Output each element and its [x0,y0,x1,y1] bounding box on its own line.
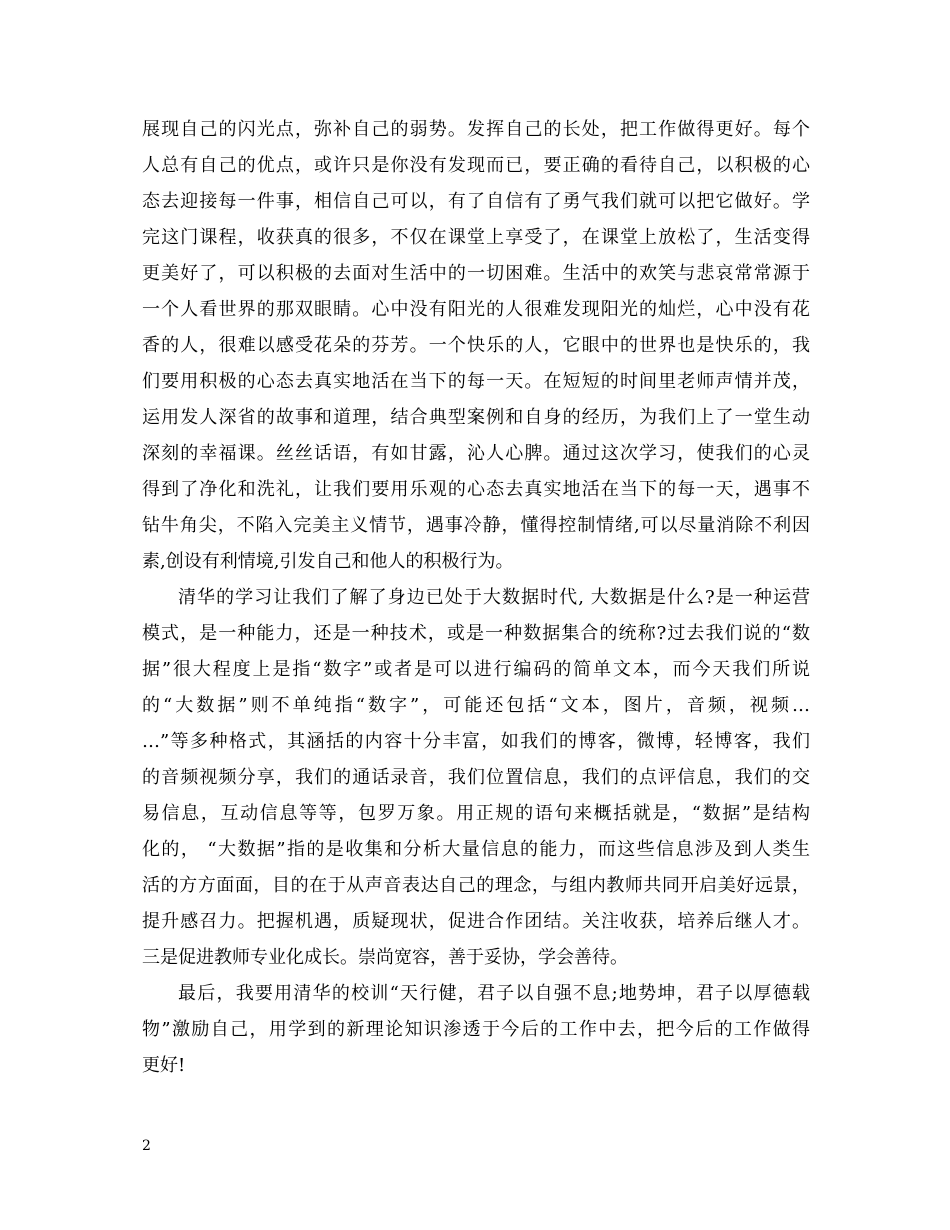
paragraph-3-line-2: 物”激励自己，用学到的新理论知识渗透于今后的工作中去，把今后的工作做得 [142,1019,810,1040]
paragraph-1-line-10: 深刻的幸福课。丝丝话语，有如甘露，沁人心脾。通过这次学习，使我们的心灵 [142,443,810,464]
paragraph-2-line-7: 易信息，互动信息等等，包罗万象。用正规的语句来概括就是，“数据”是结构 [142,803,810,824]
paragraph-2-line-9: 活的方方面面，目的在于从声音表达自己的理念，与组内教师共同开启美好远景， [142,875,810,896]
paragraph-2-line-11: 三是促进教师专业化成长。崇尚宽容，善于妥协，学会善待。 [142,947,628,968]
paragraph-1-line-2: 人总有自己的优点，或许只是你没有发现而已，要正确的看待自己，以积极的心 [142,155,810,176]
paragraph-2-line-1: 清华的学习让我们了解了身边已处于大数据时代, 大数据是什么?是一种运营 [178,587,810,608]
paragraph-1-line-6: 一个人看世界的那双眼睛。心中没有阳光的人很难发现阳光的灿烂，心中没有花 [142,299,810,320]
page-number: 2 [142,1138,151,1154]
paragraph-1-line-9: 运用发人深省的故事和道理，结合典型案例和自身的经历，为我们上了一堂生动 [142,407,810,428]
paragraph-2-line-8: 化的， “大数据”指的是收集和分析大量信息的能力，而这些信息涉及到人类生 [142,839,810,860]
paragraph-1-line-13: 素,创设有利情境,引发自己和他人的积极行为。 [142,551,514,572]
paragraph-2-line-2: 模式，是一种能力，还是一种技术，或是一种数据集合的统称?过去我们说的“数 [142,623,810,644]
paragraph-2-line-10: 提升感召力。把握机遇，质疑现状，促进合作团结。关注收获，培养后继人才。 [142,911,810,932]
paragraph-3-line-1: 最后，我要用清华的校训“天行健，君子以自强不息;地势坤，君子以厚德载 [178,983,810,1004]
paragraph-1-line-5: 更美好了，可以积极的去面对生活中的一切困难。生活中的欢笑与悲哀常常源于 [142,263,810,284]
paragraph-2-line-4: 的“大数据”则不单纯指“数字”，可能还包括“文本，图片，音频，视频… [142,695,810,716]
paragraph-3-line-3: 更好! [142,1055,186,1076]
paragraph-1-line-4: 完这门课程，收获真的很多，不仅在课堂上享受了，在课堂上放松了，生活变得 [142,227,810,248]
paragraph-1-line-8: 们要用积极的心态去真实地活在当下的每一天。在短短的时间里老师声情并茂， [142,371,810,392]
paragraph-1-line-1: 展现自己的闪光点，弥补自己的弱势。发挥自己的长处，把工作做得更好。每个 [142,119,810,140]
paragraph-2-line-6: 的音频视频分享，我们的通话录音，我们位置信息，我们的点评信息，我们的交 [142,767,810,788]
paragraph-2-line-3: 据”很大程度上是指“数字”或者是可以进行编码的简单文本，而今天我们所说 [142,659,810,680]
paragraph-1-line-7: 香的人，很难以感受花朵的芬芳。一个快乐的人，它眼中的世界也是快乐的，我 [142,335,810,356]
paragraph-1-line-11: 得到了净化和洗礼，让我们要用乐观的心态去真实地活在当下的每一天，遇事不 [142,479,810,500]
paragraph-1-line-3: 态去迎接每一件事，相信自己可以，有了自信有了勇气我们就可以把它做好。学 [142,191,810,212]
body-text [142,112,810,1084]
paragraph-2-line-5: …”等多种格式，其涵括的内容十分丰富，如我们的博客，微博，轻博客，我们 [142,731,810,752]
paragraph-1-line-12: 钻牛角尖，不陷入完美主义情节，遇事冷静，懂得控制情绪,可以尽量消除不利因 [142,515,810,536]
